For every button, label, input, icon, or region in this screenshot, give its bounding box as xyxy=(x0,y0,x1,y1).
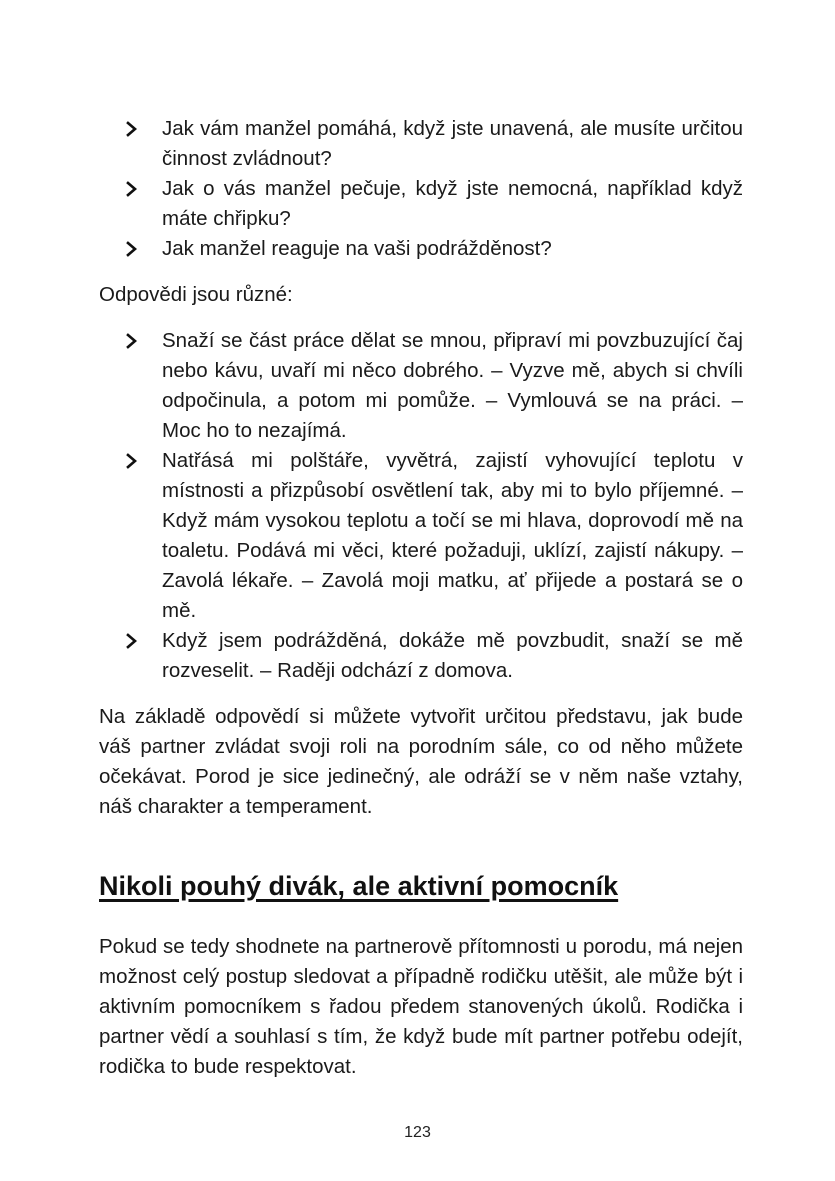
page-content xyxy=(99,114,743,1082)
list-item-text: Jak o vás manžel pečuje, když jste nemocná, například když máte chřipku? xyxy=(162,177,743,230)
list-item-text: Natřásá mi polštáře, vyvětrá, zajistí vyhovující teplotu v místnosti a přizpůsobí osvětlení tak, aby mi to bylo příjemné. – Když mám vysokou teplotu a točí se mi hlava, doprovodí mě na toaletu. Podává mi věci, které požaduji, uklízí, zajistí nákupy. – Zavolá lékaře. – Zavolá moji matku, ať přijede a postará se o mě. xyxy=(162,449,743,622)
list-item xyxy=(99,234,743,264)
chevron-right-icon xyxy=(124,333,140,349)
list-item xyxy=(99,114,743,174)
chevron-right-icon xyxy=(124,241,140,257)
section-heading: Nikoli pouhý divák, ale aktivní pomocník xyxy=(99,871,619,901)
body-paragraph: Na základě odpovědí si můžete vytvořit určitou představu, jak bude váš partner zvládat svoji roli na porodním sále, co od něho můžete očekávat. Porod je sice jedinečný, ale odráží se v něm naše vztahy, náš charakter a temperament. xyxy=(99,705,743,818)
answers-intro: Odpovědi jsou různé: xyxy=(99,283,293,306)
list-item xyxy=(99,326,743,446)
list-item xyxy=(99,446,743,626)
question-list xyxy=(99,114,743,264)
chevron-right-icon xyxy=(124,633,140,649)
chevron-right-icon xyxy=(124,453,140,469)
chevron-right-icon xyxy=(124,181,140,197)
list-item-text: Když jsem podrážděná, dokáže mě povzbudit, snaží se mě rozveselit. – Raději odchází z domova. xyxy=(162,629,743,682)
list-item-text: Jak vám manžel pomáhá, když jste unavená, ale musíte určitou činnost zvládnout? xyxy=(162,117,743,170)
chevron-right-icon xyxy=(124,121,140,137)
list-item-text: Snaží se část práce dělat se mnou, připraví mi povzbuzující čaj nebo kávu, uvaří mi něco dobrého. – Vyzve mě, abych si chvíli odpočinula, a potom mi pomůže. – Vymlouvá se na práci. – Moc ho to nezajímá. xyxy=(162,329,743,442)
body-paragraph: Pokud se tedy shodnete na partnerově přítomnosti u porodu, má nejen možnost celý postup sledovat a případně rodičku utěšit, ale může být i aktivním pomocníkem s řadou předem stanovených úkolů. Rodička i partner vědí a souhlasí s tím, že když bude mít partner potřebu odejít, rodička to bude respektovat. xyxy=(99,935,743,1078)
list-item-text: Jak manžel reaguje na vaši podrážděnost? xyxy=(162,237,552,260)
list-item xyxy=(99,626,743,686)
answer-list xyxy=(99,326,743,686)
list-item xyxy=(99,174,743,234)
page-number: 123 xyxy=(404,1124,431,1141)
